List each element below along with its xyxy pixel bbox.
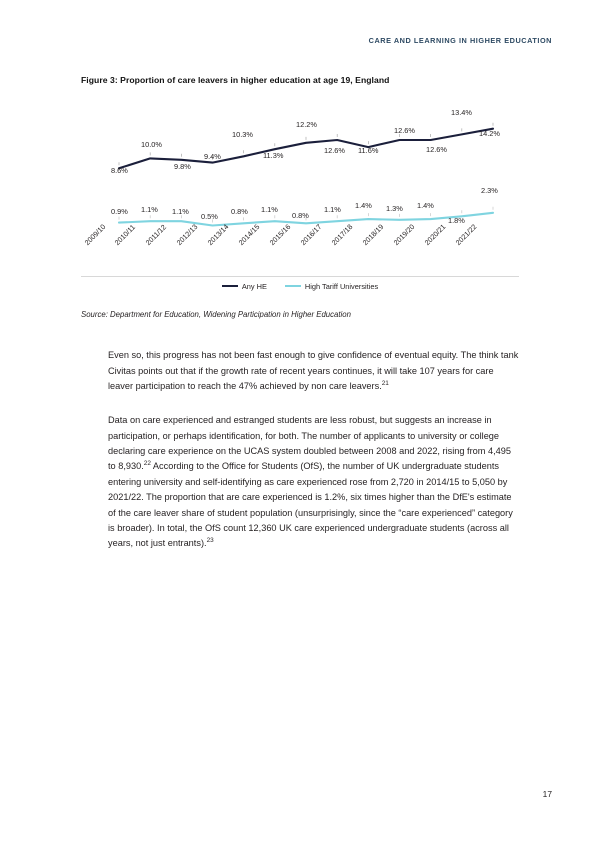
label-any-he-11: 13.4% — [451, 108, 472, 117]
x-tick-12: 2021/22 — [453, 222, 479, 247]
label-high-tariff-0: 0.9% — [111, 207, 128, 216]
x-tick-3: 2012/13 — [174, 222, 200, 247]
running-head: CARE AND LEARNING IN HIGHER EDUCATION — [368, 36, 552, 45]
label-high-tariff-4: 0.8% — [231, 207, 248, 216]
label-high-tariff-3: 0.5% — [201, 212, 218, 221]
legend-item-high-tariff — [285, 282, 378, 291]
x-tick-11: 2020/21 — [422, 222, 448, 247]
label-high-tariff-7: 1.1% — [324, 205, 341, 214]
label-high-tariff-11: 1.8% — [448, 216, 465, 225]
x-tick-8: 2017/18 — [329, 222, 355, 247]
label-any-he-12: 14.2% — [479, 129, 500, 138]
paragraph-1: Even so, this progress has not been fast enough to give confidence of eventual equity. The think tank Civitas points out that if the growth rate of recent years continues, it will take 107 years for care leaver participation to reach the 47% achieved by non care leavers.$^{21}$ — [108, 350, 519, 391]
legend-label-high-tariff: High Tariff Universities — [304, 281, 379, 291]
label-any-he-4: 10.3% — [232, 130, 253, 139]
footnote-marker: 21 — [381, 379, 389, 387]
label-any-he-1: 10.0% — [141, 140, 162, 149]
x-tick-9: 2018/19 — [360, 222, 386, 247]
legend-swatch-any-he — [222, 285, 238, 287]
figure-title: Figure 3: Proportion of care leavers in higher education at age 19, England — [81, 75, 390, 85]
figure-chart — [81, 96, 519, 301]
label-any-he-7: 12.6% — [324, 146, 345, 155]
x-tick-1: 2010/11 — [112, 222, 137, 247]
label-high-tariff-5: 1.1% — [261, 205, 278, 214]
label-any-he-3: 9.4% — [204, 152, 221, 161]
footnote-marker: 22 — [143, 460, 151, 468]
label-any-he-0: 8.6% — [111, 166, 128, 175]
x-tick-7: 2016/17 — [298, 222, 324, 247]
label-any-he-6: 12.2% — [296, 120, 317, 129]
label-any-he-2: 9.8% — [174, 162, 191, 171]
x-tick-2: 2011/12 — [143, 222, 168, 247]
label-high-tariff-12: 2.3% — [481, 186, 498, 195]
legend-swatch-high-tariff — [285, 285, 301, 287]
label-any-he-10: 12.6% — [426, 145, 447, 154]
label-high-tariff-2: 1.1% — [172, 207, 189, 216]
x-tick-5: 2014/15 — [236, 222, 262, 247]
paragraph-2: Data on care experienced and estranged students are less robust, but suggests an increase in participation, or perhaps identification, for both. The number of applicants to university or college declaring care experience on the UCAS system doubled between 2008 and 2022, rising from 4,495 to 8,930.22 According to the Office for Students (OfS), the number of UK undergraduate students entering university and self-identifying as care experienced rose from 2,720 in 2014/15 to 5,050 by 2021/22. The proportion that are care experienced is 1.2%, six times higher than the DfE's estimate of the care leaver share of student population (unsurprisingly, since the “care experienced” category is broader). In total, the OfS count 12,360 UK care experienced undergraduate students (across all years, not just entrants).$^{23}$ — [108, 415, 513, 549]
x-tick-0: 2009/10 — [82, 222, 108, 247]
x-tick-6: 2015/16 — [267, 222, 293, 247]
figure-source: Source: Department for Education, Widening Participation in Higher Education — [81, 310, 351, 319]
label-high-tariff-10: 1.4% — [417, 201, 434, 210]
label-high-tariff-1: 1.1% — [141, 205, 158, 214]
label-high-tariff-6: 0.8% — [292, 211, 309, 220]
label-any-he-8: 11.6% — [358, 146, 379, 155]
footnote-marker: 23 — [206, 537, 214, 545]
legend-item-any-he — [222, 282, 267, 291]
label-any-he-5: 11.3% — [263, 151, 284, 160]
label-any-he-9: 12.6% — [394, 126, 415, 135]
page-number: 17 — [542, 789, 552, 799]
label-high-tariff-9: 1.3% — [386, 204, 403, 213]
x-tick-10: 2019/20 — [391, 222, 417, 247]
legend-label-any-he: Any HE — [241, 281, 267, 291]
chart-legend — [81, 276, 519, 295]
label-high-tariff-8: 1.4% — [355, 201, 372, 210]
x-tick-4: 2013/14 — [205, 222, 231, 247]
